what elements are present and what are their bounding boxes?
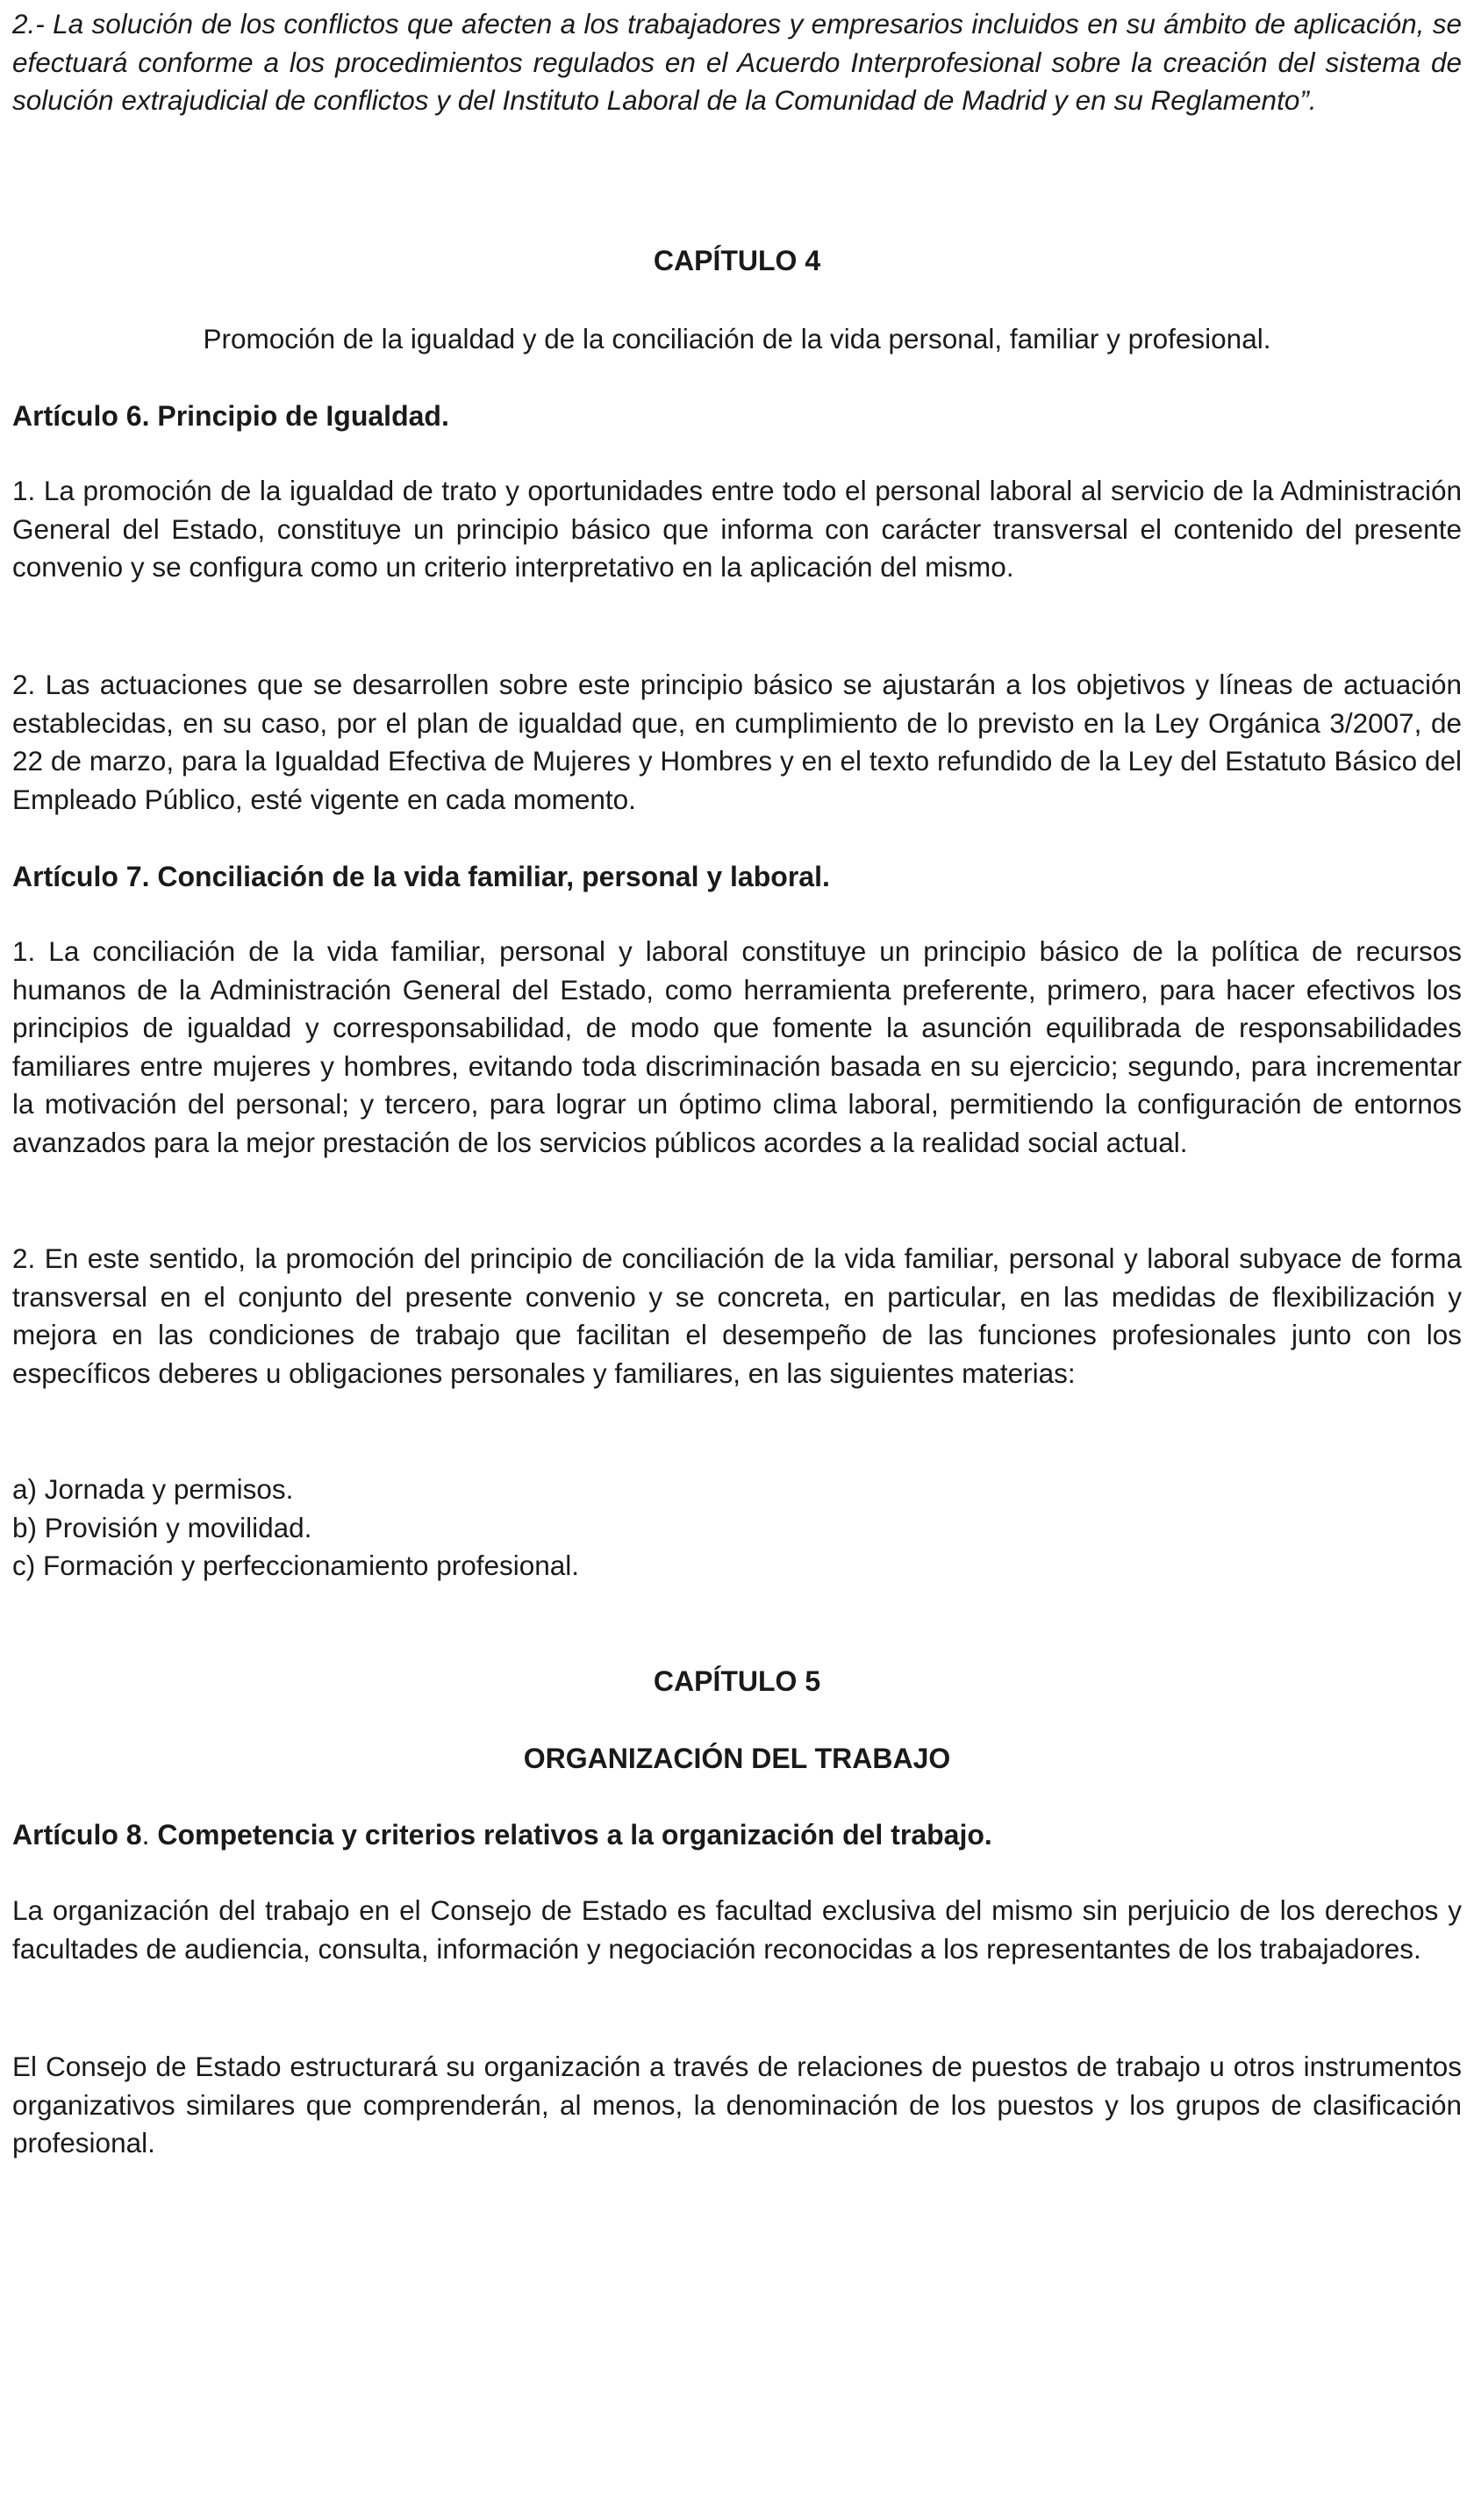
- chapter-4-subtitle: Promoción de la igualdad y de la conciliación de la vida personal, familiar y profesional.: [203, 323, 1271, 354]
- list-item: b) Provisión y movilidad.: [12, 1511, 312, 1543]
- list-item: c) Formación y perfeccionamiento profesional.: [12, 1550, 580, 1581]
- intro-paragraph: 2.- La solución de los conflictos que afecten a los trabajadores y empresarios incluidos en su ámbito de aplicación, se efectuará conforme a los procedimientos regulados en el Acuerdo Interprofesional sobre la creación del sistema de solución extrajudicial de conflictos y del Instituto Laboral de la Comunidad de Madrid y en su Reglamento”.: [12, 8, 1462, 116]
- article-8-paragraph-1: La organización del trabajo en el Consejo de Estado es facultad exclusiva del mismo sin perjuicio de los derechos y facultades de audiencia, consulta, información y negociación reconocidas a los representantes de los trabajadores.: [12, 1894, 1462, 1965]
- article-6-paragraph-2: 2. Las actuaciones que se desarrollen sobre este principio básico se ajustarán a los objetivos y líneas de actuación establecidas, en su caso, por el plan de igualdad que, en cumplimiento de lo previsto en la Ley Orgánica 3/2007, de 22 de marzo, para la Igualdad Efectiva de Mujeres y Hombres y en el texto refundido de la Ley del Estatuto Básico del Empleado Público, esté vigente en cada momento.: [12, 669, 1462, 815]
- article-7-paragraph-1: 1. La conciliación de la vida familiar, personal y laboral constituye un principio básico de la política de recursos humanos de la Administración General del Estado, como herramienta preferente, primero, para hacer efectivos los principios de igualdad y corresponsabilidad, de modo que fomente la asunción equilibrada de responsabilidades familiares entre mujeres y hombres, evitando toda discriminación basada en su ejercicio; segundo, para incrementar la motivación del personal; y tercero, para lograr un óptimo clima laboral, permitiendo la configuración de entornos avanzados para la mejor prestación de los servicios públicos acordes a la realidad social actual.: [12, 935, 1462, 1158]
- article-7-paragraph-2: 2. En este sentido, la promoción del principio de conciliación de la vida familiar, personal y laboral subyace de forma transversal en el conjunto del presente convenio y se concreta, en particular, en las medidas de flexibilización y mejora en las condiciones de trabajo que facilitan el desempeño de las funciones profesionales junto con los específicos deberes u obligaciones personales y familiares, en las siguientes materias:: [12, 1242, 1462, 1389]
- chapter-5-title: CAPÍTULO 5: [653, 1665, 821, 1697]
- article-8-paragraph-2: El Consejo de Estado estructurará su organización a través de relaciones de puestos de trabajo u otros instrumentos organizativos similares que comprenderán, al menos, la denominación de los puestos y los grupos de clasificación profesional.: [12, 2051, 1462, 2158]
- chapter-5-subtitle: ORGANIZACIÓN DEL TRABAJO: [523, 1743, 951, 1774]
- chapter-4-title: CAPÍTULO 4: [653, 245, 821, 276]
- article-8-number: Artículo 8: [12, 1819, 142, 1851]
- article-7-list: [12, 1471, 1462, 1586]
- list-item: a) Jornada y permisos.: [12, 1473, 294, 1505]
- article-6-paragraph-1: 1. La promoción de la igualdad de trato y oportunidades entre todo el personal laboral al servicio de la Administración General del Estado, constituye un principio básico que informa con carácter transversal el contenido del presente convenio y se configura como un criterio interpretativo en la aplicación del mismo.: [12, 475, 1462, 583]
- article-7-title: Artículo 7. Conciliación de la vida familiar, personal y laboral.: [12, 861, 830, 892]
- article-8-title: [12, 1816, 1462, 1854]
- article-8-heading: Competencia y criterios relativos a la organización del trabajo.: [157, 1819, 992, 1851]
- article-8-separator: .: [141, 1819, 158, 1851]
- article-6-title: Artículo 6. Principio de Igualdad.: [12, 400, 449, 432]
